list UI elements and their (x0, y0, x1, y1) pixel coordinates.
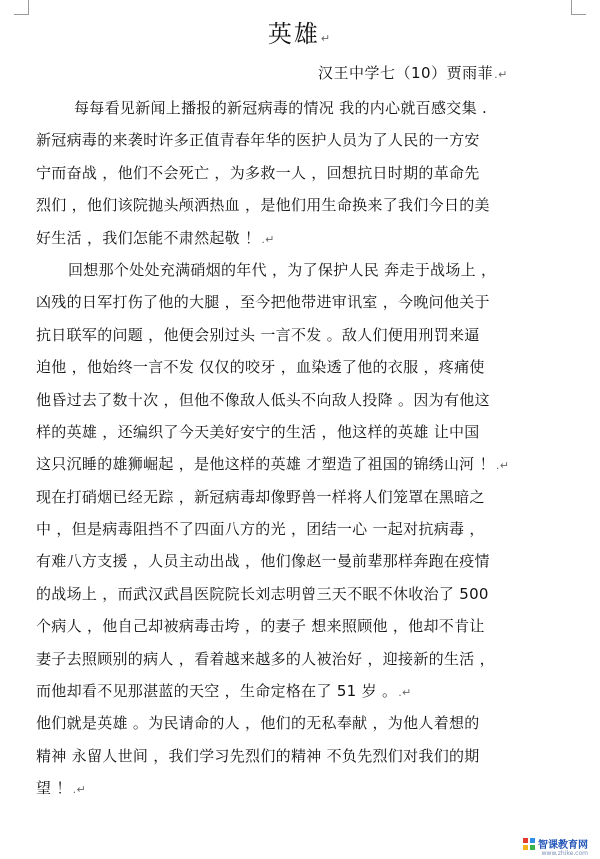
text-line: 个病人 ，他自己却被病毒击垮 ，的妻子 想来照顾他 ，他却不肯让 (36, 617, 485, 636)
document-title: 英雄↵ (267, 20, 333, 48)
paragraph-mark: .↵ (495, 459, 510, 473)
paragraph-mark: .↵ (398, 686, 412, 700)
watermark-url: www.zhike.com (541, 850, 588, 857)
text-line: 烈们 ，他们该院抛头颅洒热血 ，是他们用生命换来了我们今日的美 (36, 196, 490, 215)
text-line: 他们就是英雄 。为民请命的人 ，他们的无私奉献 ，为他人着想的 (36, 714, 480, 733)
text-line: 新冠病毒的来袭时许多正值青春年华的医护人员为了人民的一方安 (36, 131, 480, 150)
paragraph-mark: .↵ (261, 232, 275, 246)
crop-mark-top-left (14, 0, 29, 15)
text-line: 样的英雄 ，还编织了今天美好安宁的生活 ，他这样的英雄 让中国 (36, 422, 480, 441)
text-line: 中 ，但是病毒阻挡不了四面八方的光 ，团结一心 一起对抗病毒 ， (36, 520, 485, 539)
text-line: 妻子去照顾别的病人 ，看着越来越多的人被治好 ，迎接新的生活 ， (36, 649, 495, 668)
site-watermark: 智课教育网 (523, 836, 588, 851)
paragraph-mark: .↵ (72, 783, 86, 797)
text-line: 现在打硝烟已经无踪 ，新冠病毒却像野兽一样将人们笼罩在黑暗之 (36, 487, 485, 506)
document-body (36, 92, 560, 805)
text-line: 好生活 ，我们怎能不肃然起敬 ！.↵ (36, 228, 275, 247)
text-line: 这只沉睡的雄狮崛起 ，是他这样的英雄 才塑造了祖国的锦绣山河 ！.↵ (36, 455, 510, 474)
crop-mark-top-right (571, 0, 586, 15)
text-line: 的战场上 ，而武汉武昌医院院长刘志明曾三天不眠不休收治了 500 (36, 584, 489, 603)
text-line: 而他却看不见那湛蓝的天空 ，生命定格在了 51 岁 。.↵ (36, 682, 412, 701)
text-line: 有难八方支援 ，人员主动出战 ，他们像赵一曼前辈那样奔跑在疫情 (36, 552, 490, 571)
text-line: 凶残的日军打伤了他的大腿 ，至今把他带进审讯室 ，今晚问他关于 (36, 293, 490, 312)
site-logo-icon (523, 838, 535, 850)
text-line: 望 ！.↵ (36, 779, 86, 798)
text-line: 他昏过去了数十次 ，但他不像敌人低头不向敌人投降 。因为有他这 (36, 390, 490, 409)
text-line: 每每看见新闻上播报的新冠病毒的情况 我的内心就百感交集 . (74, 99, 488, 117)
text-line: 迫他 ，他始终一言不发 仅仅的咬牙 ，血染透了他的衣服 ，疼痛使 (36, 358, 485, 377)
text-line: 精神 永留人世间 ，我们学习先烈们的精神 不负先烈们对我们的期 (36, 746, 480, 765)
text-line: 宁而奋战 ，他们不会死亡 ，为多救一人 ，回想抗日时期的革命先 (36, 163, 480, 182)
text-line: 回想那个处处充满硝烟的年代 ，为了保护人民 奔走于战场上 ， (68, 260, 497, 279)
paragraph-mark: ↵ (320, 32, 333, 45)
author-line: 汉王中学七（10）贾雨菲.↵ (318, 64, 508, 82)
paragraph-mark: .↵ (494, 68, 508, 81)
text-line: 抗日联军的问题 ，他便会别过头 一言不发 。敌人们便用刑罚来逼 (36, 325, 480, 344)
